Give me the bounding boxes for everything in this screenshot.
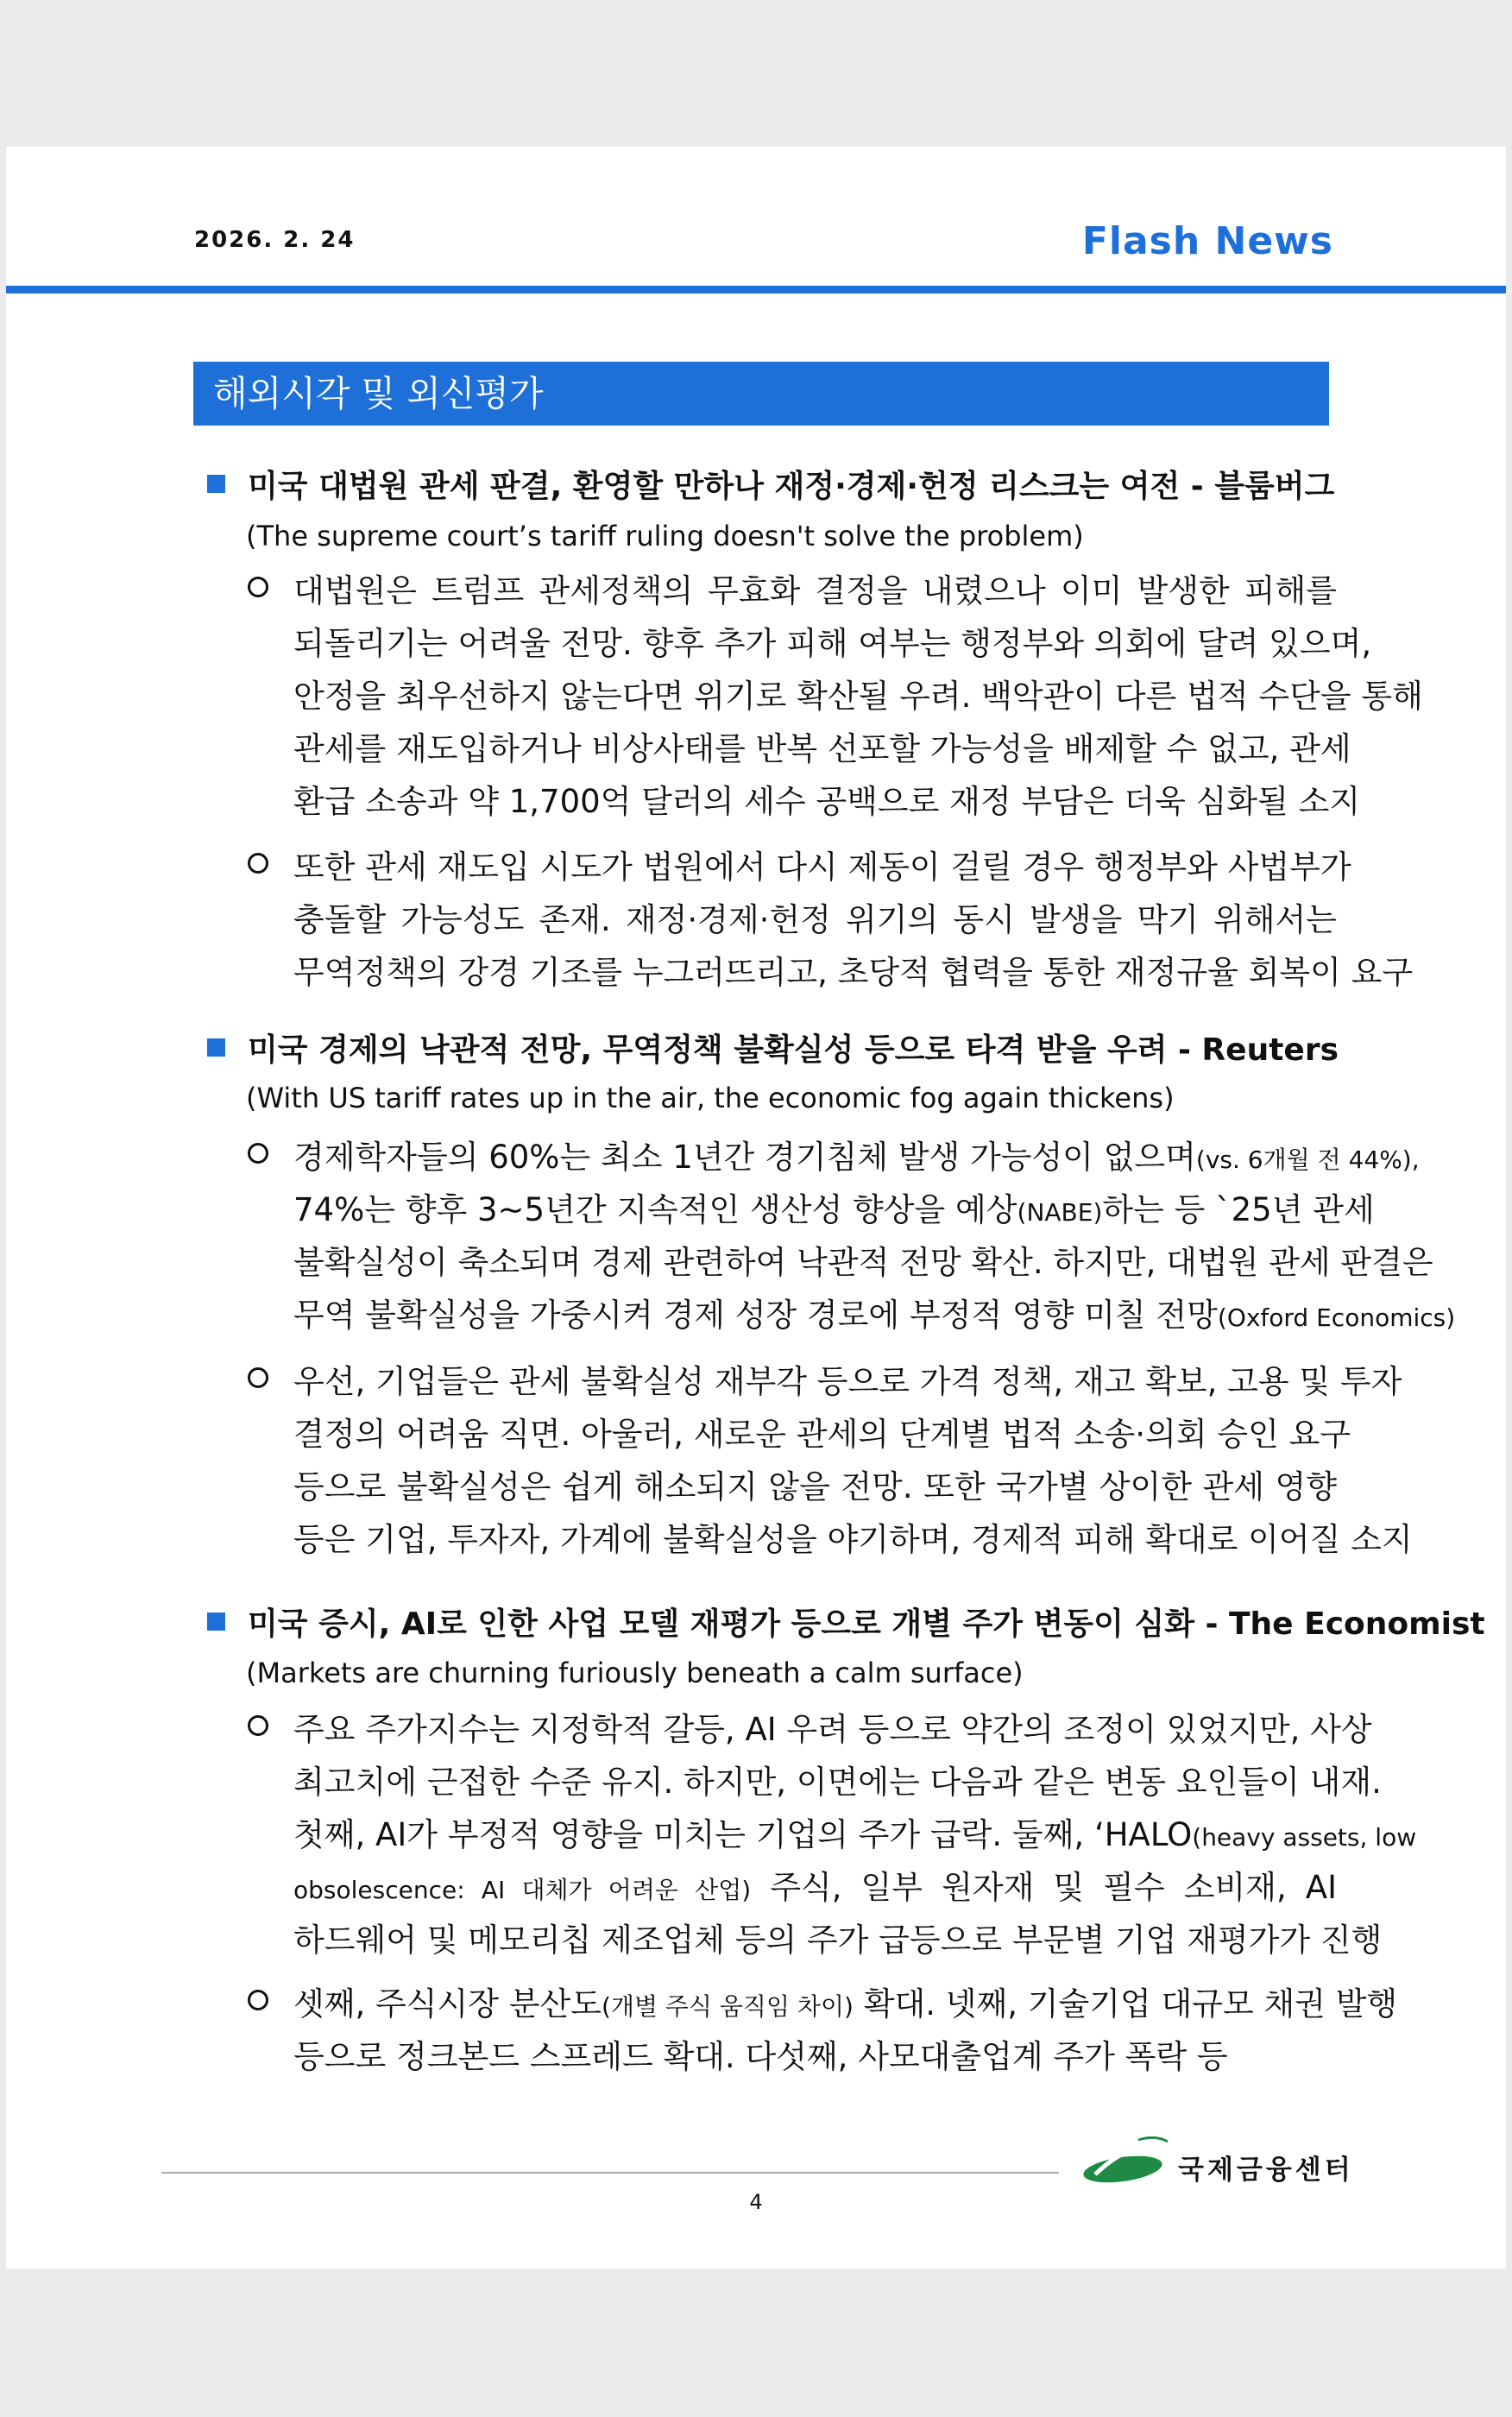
paragraph-line: 불확실성이 축소되며 경제 관련하여 낙관적 전망 확산. 하지만, 대법원 관세 판결은 — [293, 1244, 1433, 1281]
item-1-title-text: 미국 대법원 관세 판결, 환영할 만하나 재정·경제·헌정 리스크는 여전 - 블룸버그 — [248, 469, 1335, 504]
section-banner: 해외시각 및 외신평가 — [193, 362, 1329, 426]
kcif-logo-icon — [1078, 2136, 1177, 2188]
line-text: 확대. 넷째, 기술기업 대규모 채권 발행 — [853, 1985, 1398, 2023]
line-text: 74%는 향후 3~5년간 지속적인 생산성 향상을 예상 — [293, 1191, 1017, 1228]
paragraph-line: 환급 소송과 약 1,700억 달러의 세수 공백으로 재정 부담은 더욱 심화될 소지 — [293, 783, 1361, 820]
document-page — [6, 147, 1506, 2269]
item-2-paragraph-2 — [248, 1355, 1413, 1566]
line-note: (개별 주식 움직임 차이) — [601, 1992, 854, 2021]
item-1-title — [207, 462, 1334, 506]
item-3-subtitle: (Markets are churning furiously beneath a calm surface) — [246, 1657, 1024, 1689]
paragraph-line: 되돌리기는 어려울 전망. 향후 추가 피해 여부는 행정부와 의회에 달려 있으며, — [293, 625, 1372, 662]
paragraph-line: 등으로 불확실성은 쉽게 해소되지 않을 전망. 또한 국가별 상이한 관세 영향 — [293, 1468, 1337, 1505]
page-number: 4 — [749, 2190, 763, 2214]
paragraph-line: 등으로 정크본드 스프레드 확대. 다섯째, 사모대출업계 주가 폭락 등 — [293, 2038, 1228, 2075]
paragraph-line — [293, 1808, 1417, 1861]
paragraph-line — [293, 1131, 1420, 1183]
line-note: (vs. 6개월 전 44%), — [1195, 1145, 1420, 1174]
line-text: 경제학자들의 60%는 최소 1년간 경기침체 발생 가능성이 없으며 — [293, 1139, 1196, 1176]
circle-bullet-icon — [248, 577, 268, 597]
paragraph-line: 또한 관세 재도입 시도가 법원에서 다시 제동이 걸릴 경우 행정부와 사법부가 — [293, 849, 1351, 886]
circle-bullet-icon — [248, 1143, 268, 1164]
item-2-title-text: 미국 경제의 낙관적 전망, 무역정책 불확실성 등으로 타격 받을 우려 - Reuters — [248, 1032, 1339, 1068]
report-date: 2026. 2. 24 — [194, 227, 356, 253]
circle-bullet-icon — [248, 1990, 268, 2010]
square-bullet-icon — [207, 1612, 225, 1631]
paragraph-line: 우선, 기업들은 관세 불확실성 재부각 등으로 가격 정책, 재고 확보, 고용 및 투자 — [293, 1363, 1402, 1400]
paragraph-line: 무역정책의 강경 기조를 누그러뜨리고, 초당적 협력을 통한 재정규율 회복이 요구 — [293, 954, 1414, 991]
header-rule — [6, 286, 1506, 293]
paragraph-line: 대법원은 트럼프 관세정책의 무효화 결정을 내렸으나 이미 발생한 피해를 — [293, 572, 1337, 609]
paragraph-line: 등은 기업, 투자자, 가계에 불확실성을 야기하며, 경제적 피해 확대로 이어질 소지 — [293, 1521, 1413, 1558]
item-3-paragraph-1 — [248, 1703, 1417, 1966]
square-bullet-icon — [207, 1038, 225, 1057]
paragraph-line: 관세를 재도입하거나 비상사태를 반복 선포할 가능성을 배제할 수 없고, 관세 — [293, 730, 1351, 767]
paragraph-line — [293, 1978, 1398, 2030]
item-2-paragraph-1 — [248, 1131, 1456, 1341]
item-3-title-text: 미국 증시, AI로 인한 사업 모델 재평가 등으로 개별 주가 변동이 심화 - The Economist — [248, 1606, 1485, 1642]
paragraph-line — [293, 1861, 1337, 1914]
circle-bullet-icon — [248, 853, 268, 874]
paragraph-line: 최고치에 근접한 수준 유지. 하지만, 이면에는 다음과 같은 변동 요인들이 내재. — [293, 1764, 1382, 1801]
item-1-paragraph-2 — [248, 841, 1414, 999]
paragraph-line: 하드웨어 및 메모리칩 제조업체 등의 주가 급등으로 부문별 기업 재평가가 진행 — [293, 1922, 1383, 1959]
paragraph-line — [293, 1289, 1456, 1341]
line-text: 셋째, 주식시장 분산도 — [293, 1985, 602, 2023]
line-text: 주식, 일부 원자재 및 필수 소비재, AI — [751, 1869, 1337, 1906]
brand-title: Flash News — [1081, 219, 1333, 263]
paragraph-line: 주요 주가지수는 지정학적 갈등, AI 우려 등으로 약간의 조정이 있었지만, 사상 — [293, 1711, 1372, 1748]
circle-bullet-icon — [248, 1715, 268, 1736]
item-3-paragraph-2 — [248, 1978, 1398, 2083]
line-note: obsolescence: AI 대체가 어려운 산업) — [293, 1876, 752, 1904]
circle-bullet-icon — [248, 1367, 268, 1388]
line-note: (Oxford Economics) — [1217, 1303, 1456, 1332]
item-3-title — [207, 1600, 1485, 1644]
footer-rule — [161, 2172, 1059, 2174]
line-text: 하는 등 `25년 관세 — [1102, 1191, 1375, 1228]
paragraph-line: 결정의 어려움 직면. 아울러, 새로운 관세의 단계별 법적 소송·의회 승인 요구 — [293, 1416, 1351, 1453]
paragraph-line — [293, 1183, 1375, 1236]
paragraph-line: 안정을 최우선하지 않는다면 위기로 확산될 우려. 백악관이 다른 법적 수단을 통해 — [293, 678, 1423, 715]
line-note: (heavy assets, low — [1192, 1823, 1417, 1852]
line-text: 첫째, AI가 부정적 영향을 미치는 기업의 주가 급락. 둘째, ‘HALO — [293, 1816, 1193, 1853]
item-1-paragraph-1 — [248, 565, 1423, 828]
item-2-title — [207, 1025, 1339, 1070]
square-bullet-icon — [207, 475, 225, 493]
item-1-subtitle: (The supreme court’s tariff ruling doesn't solve the problem) — [246, 520, 1084, 552]
line-text: 무역 불확실성을 가중시켜 경제 성장 경로에 부정적 영향 미칠 전망 — [293, 1297, 1218, 1334]
org-name: 국제금융센터 — [1178, 2155, 1354, 2186]
paragraph-line: 충돌할 가능성도 존재. 재정·경제·헌정 위기의 동시 발생을 막기 위해서는 — [293, 901, 1337, 938]
line-note: (NABE) — [1017, 1198, 1103, 1227]
item-2-subtitle: (With US tariff rates up in the air, the economic fog again thickens) — [246, 1082, 1175, 1114]
